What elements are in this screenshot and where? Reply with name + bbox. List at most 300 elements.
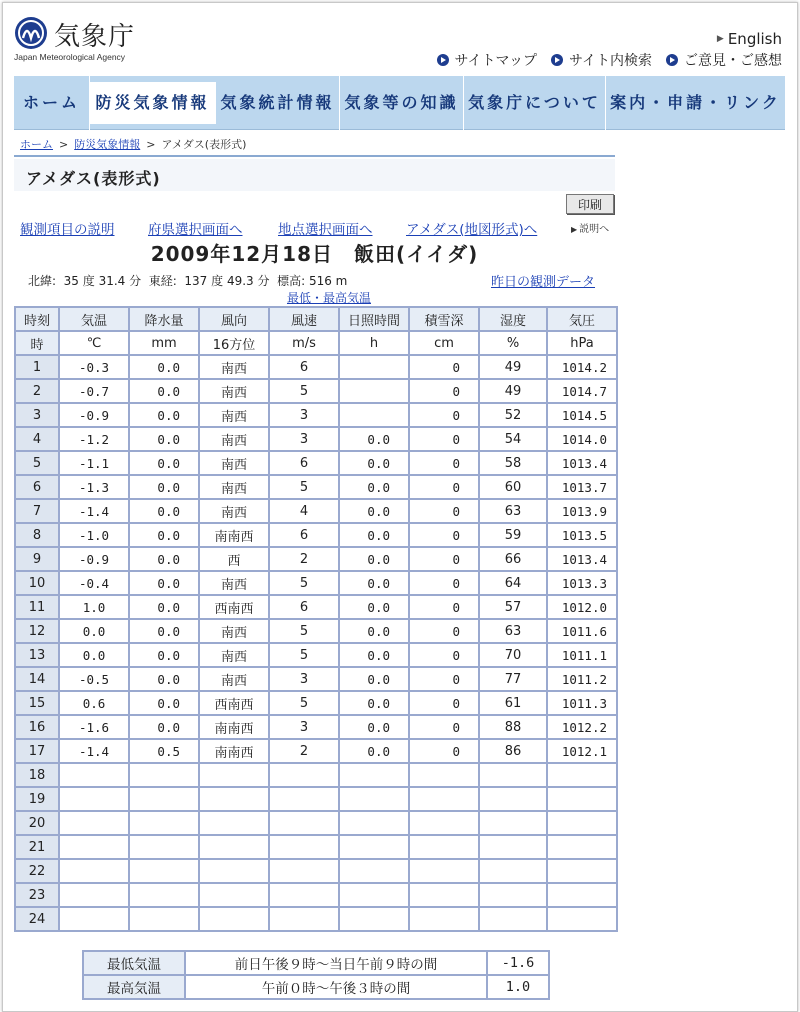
temperature-cell: -1.0 — [59, 523, 129, 547]
table-row — [15, 835, 617, 859]
bullet-arrow-icon — [666, 54, 678, 66]
pressure-cell: 1012.1 — [547, 739, 617, 763]
site-search-link[interactable] — [551, 50, 652, 70]
snow-depth-cell: 0 — [409, 691, 479, 715]
hour-cell: 21 — [15, 835, 59, 859]
summary-value: 1.0 — [487, 975, 549, 999]
wind-speed-cell: 5 — [269, 619, 339, 643]
wind-direction-cell: 南西 — [199, 667, 269, 691]
wind-speed-cell — [269, 907, 339, 931]
temperature-cell — [59, 835, 129, 859]
pressure-cell: 1014.5 — [547, 403, 617, 427]
sunshine-cell — [339, 763, 409, 787]
precipitation-cell — [129, 859, 199, 883]
snow-depth-cell: 0 — [409, 643, 479, 667]
english-label: English — [727, 30, 782, 48]
pressure-cell: 1012.2 — [547, 715, 617, 739]
hour-cell: 23 — [15, 883, 59, 907]
precipitation-cell — [129, 787, 199, 811]
sitemap-link[interactable] — [437, 50, 537, 70]
snow-depth-cell: 0 — [409, 547, 479, 571]
table-row — [15, 499, 617, 523]
wind-direction-cell: 南西 — [199, 403, 269, 427]
column-header: 湿度 — [479, 307, 547, 331]
wind-speed-cell: 6 — [269, 451, 339, 475]
humidity-cell: 59 — [479, 523, 547, 547]
precipitation-cell: 0.0 — [129, 355, 199, 379]
table-units-row — [15, 331, 617, 355]
pressure-cell — [547, 859, 617, 883]
precipitation-cell: 0.0 — [129, 403, 199, 427]
hour-cell: 10 — [15, 571, 59, 595]
precipitation-cell: 0.0 — [129, 499, 199, 523]
precipitation-cell: 0.0 — [129, 715, 199, 739]
pressure-cell: 1011.1 — [547, 643, 617, 667]
precipitation-cell: 0.0 — [129, 523, 199, 547]
nav-disaster-info[interactable]: 防災気象情報 — [90, 82, 216, 124]
humidity-cell: 88 — [479, 715, 547, 739]
wind-direction-cell: 南西 — [199, 451, 269, 475]
wind-direction-cell: 西南西 — [199, 691, 269, 715]
precipitation-cell: 0.0 — [129, 643, 199, 667]
precipitation-cell: 0.5 — [129, 739, 199, 763]
hour-cell: 5 — [15, 451, 59, 475]
snow-depth-cell: 0 — [409, 595, 479, 619]
snow-depth-cell — [409, 907, 479, 931]
humidity-cell: 60 — [479, 475, 547, 499]
hour-cell: 19 — [15, 787, 59, 811]
temperature-cell: 0.0 — [59, 643, 129, 667]
column-header: 時刻 — [15, 307, 59, 331]
temperature-cell — [59, 787, 129, 811]
humidity-cell: 49 — [479, 355, 547, 379]
pressure-cell — [547, 883, 617, 907]
snow-depth-cell — [409, 883, 479, 907]
snow-depth-cell: 0 — [409, 571, 479, 595]
wind-direction-cell — [199, 859, 269, 883]
wind-direction-cell — [199, 763, 269, 787]
chevron-right-icon: ▶ — [571, 225, 578, 234]
precipitation-cell: 0.0 — [129, 619, 199, 643]
pressure-cell: 1013.7 — [547, 475, 617, 499]
nav-statistics[interactable]: 気象統計情報 — [216, 76, 340, 130]
temperature-cell: -1.3 — [59, 475, 129, 499]
yesterday-data-link[interactable]: 昨日の観測データ — [491, 275, 596, 290]
bullet-arrow-icon — [551, 54, 563, 66]
humidity-cell: 86 — [479, 739, 547, 763]
sunshine-cell — [339, 835, 409, 859]
humidity-cell: 70 — [479, 643, 547, 667]
temperature-cell — [59, 811, 129, 835]
humidity-cell: 57 — [479, 595, 547, 619]
wind-direction-cell: 南西 — [199, 355, 269, 379]
wind-direction-cell: 南南西 — [199, 739, 269, 763]
amedas-map-link[interactable]: アメダス(地図形式)へ — [406, 222, 538, 238]
summary-period: 前日午後９時～当日午前９時の間 — [185, 951, 487, 975]
table-row — [15, 355, 617, 379]
sunshine-cell — [339, 355, 409, 379]
humidity-cell — [479, 787, 547, 811]
wind-direction-cell: 西南西 — [199, 595, 269, 619]
snow-depth-cell — [409, 835, 479, 859]
snow-depth-cell — [409, 763, 479, 787]
sunshine-cell: 0.0 — [339, 475, 409, 499]
humidity-cell: 64 — [479, 571, 547, 595]
temperature-cell: -1.6 — [59, 715, 129, 739]
summary-value: -1.6 — [487, 951, 549, 975]
wind-speed-cell — [269, 835, 339, 859]
precipitation-cell: 0.0 — [129, 427, 199, 451]
hour-cell: 14 — [15, 667, 59, 691]
precipitation-cell: 0.0 — [129, 691, 199, 715]
table-row — [15, 907, 617, 931]
humidity-cell: 63 — [479, 619, 547, 643]
humidity-cell: 49 — [479, 379, 547, 403]
table-row — [15, 691, 617, 715]
jma-logo[interactable] — [14, 14, 144, 66]
table-row — [15, 451, 617, 475]
sunshine-cell: 0.0 — [339, 547, 409, 571]
wind-speed-cell: 5 — [269, 379, 339, 403]
humidity-cell — [479, 835, 547, 859]
table-row — [15, 859, 617, 883]
unit-cell: m/s — [269, 331, 339, 355]
wind-direction-cell: 南南西 — [199, 523, 269, 547]
wind-speed-cell — [269, 859, 339, 883]
hour-cell: 15 — [15, 691, 59, 715]
nav-about[interactable]: 気象庁について — [464, 76, 606, 130]
temperature-cell: -1.4 — [59, 739, 129, 763]
pressure-cell: 1013.3 — [547, 571, 617, 595]
hour-cell: 7 — [15, 499, 59, 523]
snow-depth-cell: 0 — [409, 667, 479, 691]
unit-cell: cm — [409, 331, 479, 355]
table-row — [15, 403, 617, 427]
wind-direction-cell: 南西 — [199, 427, 269, 451]
humidity-cell — [479, 859, 547, 883]
hour-cell: 4 — [15, 427, 59, 451]
precipitation-cell: 0.0 — [129, 667, 199, 691]
table-row — [15, 739, 617, 763]
snow-depth-cell — [409, 859, 479, 883]
pressure-cell — [547, 811, 617, 835]
sunshine-cell — [339, 883, 409, 907]
wind-speed-cell: 4 — [269, 499, 339, 523]
hour-cell: 8 — [15, 523, 59, 547]
wind-speed-cell: 5 — [269, 475, 339, 499]
main-nav — [14, 76, 785, 130]
wind-direction-cell: 南西 — [199, 643, 269, 667]
table-row — [15, 379, 617, 403]
temperature-cell — [59, 859, 129, 883]
hour-cell: 9 — [15, 547, 59, 571]
breadcrumb — [20, 136, 246, 152]
sunshine-cell: 0.0 — [339, 643, 409, 667]
pressure-cell — [547, 763, 617, 787]
sunshine-cell: 0.0 — [339, 715, 409, 739]
sunshine-cell: 0.0 — [339, 499, 409, 523]
breadcrumb-current: アメダス(表形式) — [161, 138, 247, 151]
summary-label: 最低気温 — [83, 951, 185, 975]
table-row — [15, 667, 617, 691]
breadcrumb-home[interactable]: ホーム — [20, 138, 53, 151]
wind-speed-cell: 3 — [269, 403, 339, 427]
wind-speed-cell: 6 — [269, 523, 339, 547]
sunshine-cell — [339, 403, 409, 427]
pressure-cell: 1013.9 — [547, 499, 617, 523]
summary-row — [83, 951, 549, 975]
nav-guide-links[interactable]: 案内・申請・リンク — [610, 93, 781, 112]
hour-cell: 22 — [15, 859, 59, 883]
humidity-cell — [479, 907, 547, 931]
chevron-right-icon: ▶ — [716, 34, 724, 44]
breadcrumb-section[interactable]: 防災気象情報 — [74, 138, 141, 151]
page-title: アメダス(表形式) — [26, 169, 161, 188]
help-link[interactable] — [571, 220, 609, 235]
utility-links — [437, 50, 783, 70]
summary-row — [83, 975, 549, 999]
sunshine-cell: 0.0 — [339, 427, 409, 451]
humidity-cell: 61 — [479, 691, 547, 715]
snow-depth-cell — [409, 787, 479, 811]
hour-cell: 2 — [15, 379, 59, 403]
humidity-cell: 54 — [479, 427, 547, 451]
table-row — [15, 475, 617, 499]
pressure-cell — [547, 787, 617, 811]
precipitation-cell: 0.0 — [129, 379, 199, 403]
pressure-cell: 1014.2 — [547, 355, 617, 379]
humidity-cell — [479, 883, 547, 907]
sunshine-cell: 0.0 — [339, 619, 409, 643]
wind-speed-cell: 3 — [269, 715, 339, 739]
sunshine-cell — [339, 907, 409, 931]
pressure-cell: 1013.5 — [547, 523, 617, 547]
observation-table — [14, 306, 618, 932]
sunshine-cell — [339, 787, 409, 811]
min-max-temp-link[interactable]: 最低・最高気温 — [286, 291, 371, 305]
hour-cell: 1 — [15, 355, 59, 379]
snow-depth-cell: 0 — [409, 499, 479, 523]
sunshine-cell: 0.0 — [339, 691, 409, 715]
precipitation-cell: 0.0 — [129, 595, 199, 619]
snow-depth-cell: 0 — [409, 619, 479, 643]
unit-cell: hPa — [547, 331, 617, 355]
temperature-cell: -0.7 — [59, 379, 129, 403]
table-row — [15, 811, 617, 835]
wind-speed-cell — [269, 763, 339, 787]
wind-direction-cell: 西 — [199, 547, 269, 571]
sitemap-label: サイトマップ — [454, 53, 537, 69]
table-row — [15, 571, 617, 595]
column-header: 気圧 — [547, 307, 617, 331]
precipitation-cell — [129, 883, 199, 907]
pressure-cell: 1011.6 — [547, 619, 617, 643]
column-header: 気温 — [59, 307, 129, 331]
wind-direction-cell: 南西 — [199, 499, 269, 523]
unit-cell: h — [339, 331, 409, 355]
wind-direction-cell: 南西 — [199, 571, 269, 595]
column-header: 降水量 — [129, 307, 199, 331]
column-header: 日照時間 — [339, 307, 409, 331]
page-title-bar — [14, 159, 615, 191]
unit-cell: 時 — [15, 331, 59, 355]
snow-depth-cell: 0 — [409, 427, 479, 451]
humidity-cell — [479, 763, 547, 787]
pressure-cell — [547, 907, 617, 931]
wind-speed-cell: 3 — [269, 427, 339, 451]
precipitation-cell: 0.0 — [129, 571, 199, 595]
bullet-arrow-icon — [437, 54, 449, 66]
pressure-cell: 1013.4 — [547, 451, 617, 475]
hour-cell: 17 — [15, 739, 59, 763]
logo-title: 気象庁 — [54, 22, 136, 52]
temperature-cell: 0.0 — [59, 619, 129, 643]
nav-knowledge[interactable]: 気象等の知識 — [340, 76, 464, 130]
wind-direction-cell — [199, 883, 269, 907]
summary-label: 最高気温 — [83, 975, 185, 999]
nav-home[interactable]: ホーム — [14, 76, 90, 130]
table-row — [15, 643, 617, 667]
temperature-cell: -0.9 — [59, 403, 129, 427]
pressure-cell: 1011.3 — [547, 691, 617, 715]
temperature-cell: -0.3 — [59, 355, 129, 379]
temperature-cell: -0.9 — [59, 547, 129, 571]
humidity-cell: 63 — [479, 499, 547, 523]
site-search-label: サイト内検索 — [568, 53, 652, 69]
pressure-cell — [547, 835, 617, 859]
temperature-cell: -1.4 — [59, 499, 129, 523]
hour-cell: 6 — [15, 475, 59, 499]
snow-depth-cell: 0 — [409, 451, 479, 475]
temperature-cell: -1.1 — [59, 451, 129, 475]
divider — [14, 155, 615, 157]
logo-subtitle: Japan Meteorological Agency — [14, 52, 126, 62]
jma-logo-icon — [14, 16, 48, 50]
wind-speed-cell — [269, 811, 339, 835]
table-row — [15, 763, 617, 787]
wind-speed-cell: 5 — [269, 571, 339, 595]
sunshine-cell: 0.0 — [339, 667, 409, 691]
humidity-cell: 52 — [479, 403, 547, 427]
pressure-cell: 1014.0 — [547, 427, 617, 451]
wind-speed-cell: 3 — [269, 667, 339, 691]
precipitation-cell — [129, 835, 199, 859]
wind-speed-cell: 5 — [269, 691, 339, 715]
hour-cell: 16 — [15, 715, 59, 739]
table-header-row — [15, 307, 617, 331]
snow-depth-cell: 0 — [409, 715, 479, 739]
explain-items-link[interactable]: 観測項目の説明 — [20, 222, 115, 238]
humidity-cell: 66 — [479, 547, 547, 571]
column-header: 積雪深 — [409, 307, 479, 331]
hour-cell: 12 — [15, 619, 59, 643]
wind-direction-cell — [199, 907, 269, 931]
wind-direction-cell — [199, 835, 269, 859]
temperature-cell: -0.4 — [59, 571, 129, 595]
snow-depth-cell: 0 — [409, 403, 479, 427]
sunshine-cell: 0.0 — [339, 523, 409, 547]
hour-cell: 3 — [15, 403, 59, 427]
wind-speed-cell — [269, 787, 339, 811]
wind-speed-cell: 6 — [269, 355, 339, 379]
temperature-cell — [59, 883, 129, 907]
wind-direction-cell: 南西 — [199, 475, 269, 499]
precipitation-cell: 0.0 — [129, 451, 199, 475]
precipitation-cell: 0.0 — [129, 547, 199, 571]
table-row — [15, 523, 617, 547]
unit-cell: % — [479, 331, 547, 355]
pressure-cell: 1012.0 — [547, 595, 617, 619]
snow-depth-cell: 0 — [409, 475, 479, 499]
precipitation-cell — [129, 811, 199, 835]
station-select-link[interactable]: 地点選択画面へ — [278, 222, 373, 238]
date-station-title: 2009年12月18日 飯田(イイダ) — [150, 242, 479, 266]
hour-cell: 20 — [15, 811, 59, 835]
sunshine-cell — [339, 859, 409, 883]
sunshine-cell: 0.0 — [339, 571, 409, 595]
help-label: 説明へ — [579, 224, 610, 235]
temperature-cell: 1.0 — [59, 595, 129, 619]
sunshine-cell — [339, 811, 409, 835]
column-header: 風向 — [199, 307, 269, 331]
pressure-cell: 1011.2 — [547, 667, 617, 691]
print-button[interactable]: 印刷 — [566, 194, 614, 214]
humidity-cell: 58 — [479, 451, 547, 475]
snow-depth-cell: 0 — [409, 739, 479, 763]
wind-speed-cell: 2 — [269, 547, 339, 571]
wind-speed-cell — [269, 883, 339, 907]
wind-direction-cell — [199, 787, 269, 811]
breadcrumb-separator: > — [59, 138, 69, 151]
wind-speed-cell: 2 — [269, 739, 339, 763]
snow-depth-cell — [409, 811, 479, 835]
table-row — [15, 619, 617, 643]
wind-direction-cell — [199, 811, 269, 835]
english-link[interactable] — [717, 30, 782, 48]
sunshine-cell — [339, 379, 409, 403]
min-max-summary-table — [82, 950, 550, 1000]
table-row — [15, 595, 617, 619]
breadcrumb-separator: > — [146, 138, 156, 151]
table-row — [15, 715, 617, 739]
humidity-cell — [479, 811, 547, 835]
feedback-link[interactable] — [666, 50, 782, 70]
wind-direction-cell: 南南西 — [199, 715, 269, 739]
unit-cell: 16方位 — [199, 331, 269, 355]
feedback-label: ご意見・ご感想 — [684, 53, 782, 69]
temperature-cell: -1.2 — [59, 427, 129, 451]
snow-depth-cell: 0 — [409, 523, 479, 547]
sunshine-cell: 0.0 — [339, 739, 409, 763]
hour-cell: 13 — [15, 643, 59, 667]
precipitation-cell: 0.0 — [129, 475, 199, 499]
summary-period: 午前０時～午後３時の間 — [185, 975, 487, 999]
temperature-cell — [59, 763, 129, 787]
sunshine-cell: 0.0 — [339, 451, 409, 475]
precipitation-cell — [129, 907, 199, 931]
table-row — [15, 787, 617, 811]
temperature-cell — [59, 907, 129, 931]
sunshine-cell: 0.0 — [339, 595, 409, 619]
snow-depth-cell: 0 — [409, 355, 479, 379]
wind-direction-cell: 南西 — [199, 379, 269, 403]
table-row — [15, 547, 617, 571]
hour-cell: 11 — [15, 595, 59, 619]
pref-select-link[interactable]: 府県選択画面へ — [148, 222, 243, 238]
precipitation-cell — [129, 763, 199, 787]
snow-depth-cell: 0 — [409, 379, 479, 403]
column-header: 風速 — [269, 307, 339, 331]
